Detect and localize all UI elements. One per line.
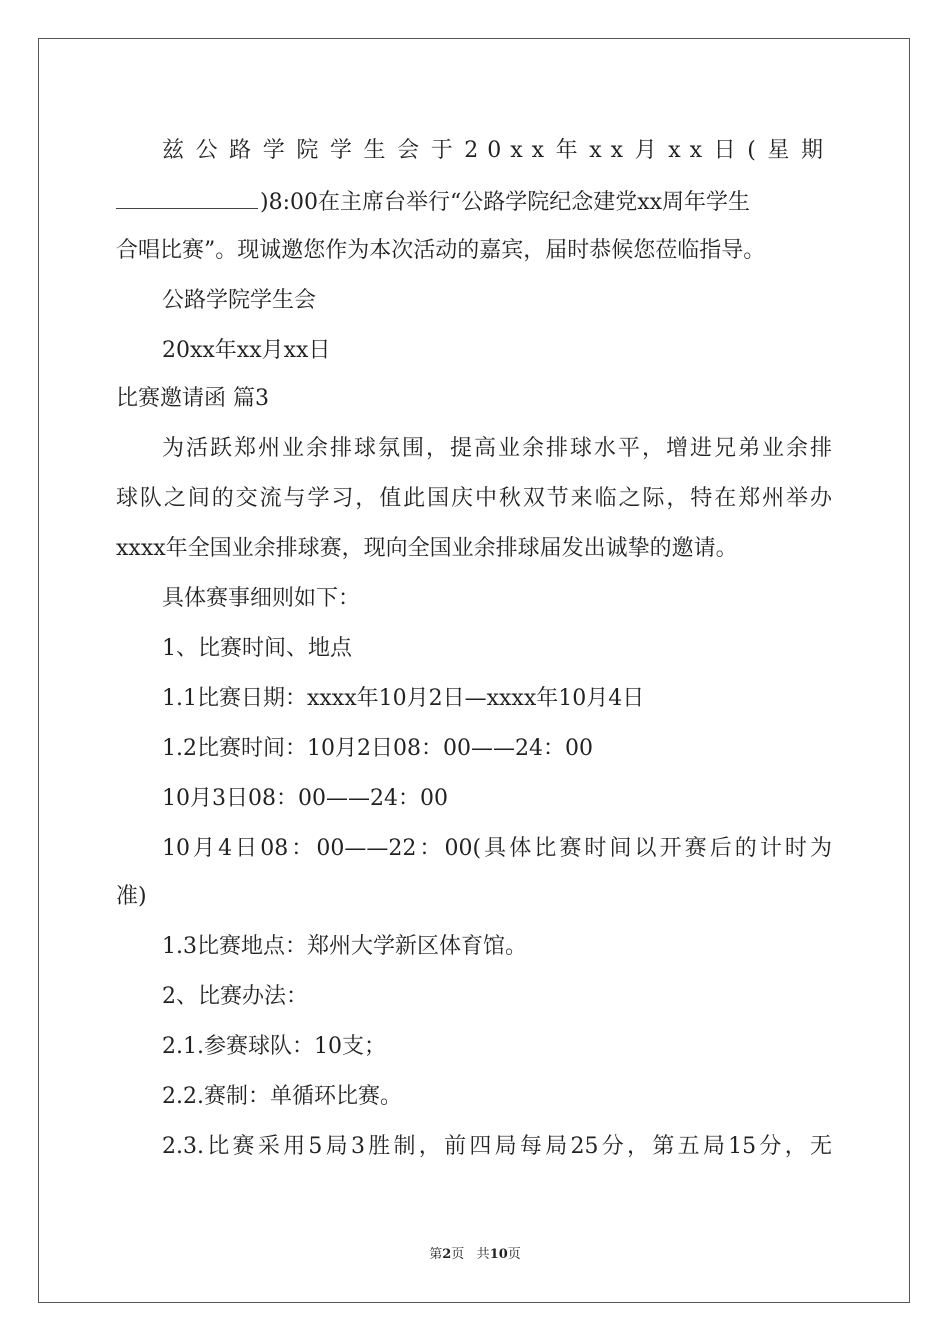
section-heading: 比赛邀请函 篇3	[116, 386, 269, 411]
signature-organization: 公路学院学生会	[162, 288, 317, 313]
details-intro: 具体赛事细则如下：	[162, 586, 361, 611]
list-item: 2.3.比赛采用5局3胜制，前四局每局25分，第五局15分，无	[162, 1134, 832, 1159]
paragraph-line: 兹公路学院学生会于20xx年xx月xx日(星期	[162, 138, 832, 163]
fill-in-blank	[116, 186, 258, 209]
list-item: 10月4日08：00——22：00(具体比赛时间以开赛后的计时为	[162, 836, 832, 861]
page-footer	[0, 1246, 950, 1264]
paragraph-line: 合唱比赛”。现诚邀您作为本次活动的嘉宾，届时恭候您莅临指导。	[116, 238, 766, 263]
paragraph-line-text: )8:00在主席台举行“公路学院纪念建党xx周年学生	[260, 190, 751, 215]
page-border	[38, 38, 910, 1303]
list-item: 1.3比赛地点：郑州大学新区体育馆。	[162, 934, 527, 959]
signature-date: 20xx年xx月xx日	[162, 338, 331, 363]
list-item: 2.1.参赛球队：10支；	[162, 1034, 386, 1059]
list-item: 10月3日08：00——24：00	[162, 786, 448, 811]
list-item: 1.2比赛时间：10月2日08：00——24：00	[162, 736, 593, 761]
paragraph-line	[116, 186, 750, 218]
list-item: 1.1比赛日期：xxxx年10月2日—xxxx年10月4日	[162, 686, 645, 711]
footer-total-unit: 页	[507, 1247, 521, 1262]
list-item: 1、比赛时间、地点	[162, 636, 352, 661]
paragraph-line: 为活跃郑州业余排球氛围，提高业余排球水平，增进兄弟业余排	[162, 436, 832, 461]
paragraph-line: xxxx年全国业余排球赛，现向全国业余排球届发出诚挚的邀请。	[116, 536, 738, 561]
list-item: 2、比赛办法：	[162, 984, 308, 1009]
footer-page-number: 2	[442, 1247, 452, 1262]
footer-total-prefix: 共	[476, 1247, 490, 1262]
footer-total-pages: 10	[489, 1247, 508, 1262]
list-item: 2.2.赛制：单循环比赛。	[162, 1084, 402, 1109]
list-item-continuation: 准)	[116, 884, 147, 909]
footer-prefix: 第	[429, 1247, 443, 1262]
footer-page-unit: 页	[451, 1247, 465, 1262]
paragraph-line: 球队之间的交流与学习，值此国庆中秋双节来临之际，特在郑州举办	[116, 486, 832, 511]
